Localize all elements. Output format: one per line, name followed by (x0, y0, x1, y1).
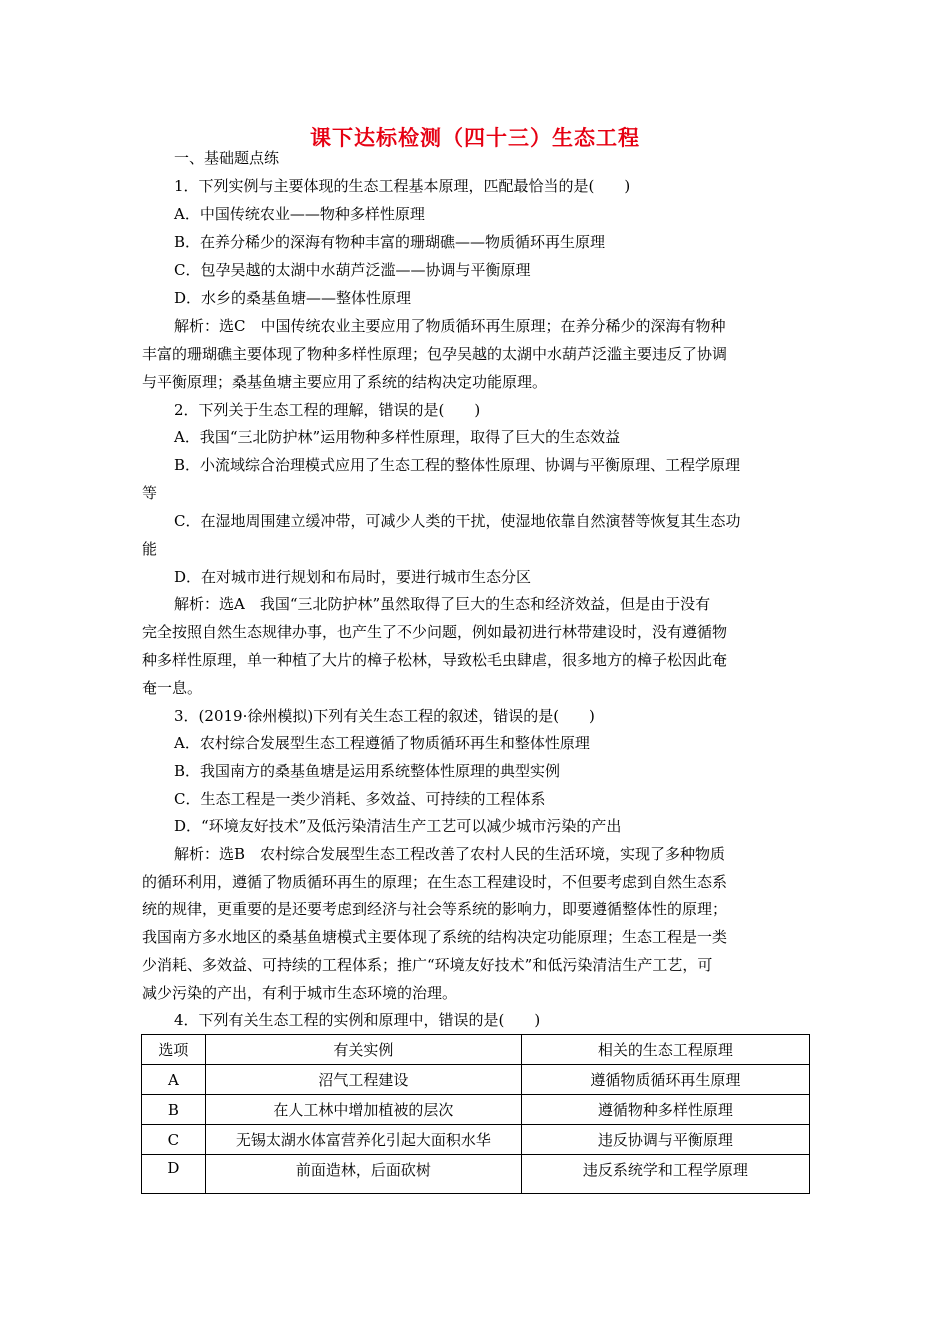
q2-explanation-line: 解析：选A 我国“三北防护林”虽然取得了巨大的生态和经济效益，但是由于没有 (174, 595, 711, 613)
q3-explanation-line: 的循环利用，遵循了物质循环再生的原理；在生态工程建设时，不但要考虑到自然生态系 (142, 873, 728, 891)
table-cell: B (142, 1095, 206, 1125)
q3-explanation-line: 解析：选B 农村综合发展型生态工程改善了农村人民的生活环境，实现了多种物质 (174, 845, 726, 863)
table-header-cell: 选项 (142, 1035, 206, 1065)
table-cell: 沼气工程建设 (205, 1065, 521, 1095)
table-cell: 违反系统学和工程学原理 (521, 1155, 809, 1194)
q2-explanation-line: 奄一息。 (142, 679, 203, 697)
table-row (142, 1065, 810, 1095)
table-cell: 前面造林，后面砍树 (205, 1155, 521, 1194)
q2-option-c: C．在湿地周围建立缓冲带，可减少人类的干扰，使湿地依靠自然演替等恢复其生态功 (174, 512, 741, 530)
q1-option-c: C．包孕吴越的太湖中水葫芦泛滥——协调与平衡原理 (174, 261, 531, 279)
q1-explanation-line: 解析：选C 中国传统农业主要应用了物质循环再生原理；在养分稀少的深海有物种 (174, 317, 726, 335)
q2-option-a: A．我国“三北防护林”运用物种多样性原理，取得了巨大的生态效益 (174, 428, 621, 446)
table-cell: A (142, 1065, 206, 1095)
q1-stem: 1．下列实例与主要体现的生态工程基本原理，匹配最恰当的是( ) (174, 177, 631, 195)
table-cell: 遵循物质循环再生原理 (521, 1065, 809, 1095)
q1-explanation-line: 与平衡原理；桑基鱼塘主要应用了系统的结构决定功能原理。 (142, 373, 548, 391)
table-cell: D (142, 1155, 206, 1194)
q3-explanation-line: 减少污染的产出，有利于城市生态环境的治理。 (142, 984, 458, 1002)
q1-option-d: D．水乡的桑基鱼塘——整体性原理 (174, 289, 412, 307)
q1-option-b: B．在养分稀少的深海有物种丰富的珊瑚礁——物质循环再生原理 (174, 233, 606, 251)
q2-option-c-cont: 能 (142, 540, 158, 558)
q2-stem: 2．下列关于生态工程的理解，错误的是( ) (174, 401, 481, 419)
q3-option-a: A．农村综合发展型生态工程遵循了物质循环再生和整体性原理 (174, 734, 590, 752)
table-row (142, 1155, 810, 1194)
table-row (142, 1095, 810, 1125)
q2-option-b-cont: 等 (142, 484, 158, 502)
table-cell: 无锡太湖水体富营养化引起大面积水华 (205, 1125, 521, 1155)
q1-explanation-line: 丰富的珊瑚礁主要体现了物种多样性原理；包孕吴越的太湖中水葫芦泛滥主要违反了协调 (142, 345, 728, 363)
q3-option-c: C．生态工程是一类少消耗、多效益、可持续的工程体系 (174, 790, 546, 808)
table-cell: 违反协调与平衡原理 (521, 1125, 809, 1155)
table-header-cell: 相关的生态工程原理 (521, 1035, 809, 1065)
table-header-cell: 有关实例 (205, 1035, 521, 1065)
table-cell: 遵循物种多样性原理 (521, 1095, 809, 1125)
table-row (142, 1125, 810, 1155)
table-cell: C (142, 1125, 206, 1155)
q2-explanation-line: 完全按照自然生态规律办事，也产生了不少问题，例如最初进行林带建设时，没有遵循物 (142, 623, 728, 641)
table-header-row (142, 1035, 810, 1065)
q3-explanation-line: 我国南方多水地区的桑基鱼塘模式主要体现了系统的结构决定功能原理；生态工程是一类 (142, 928, 728, 946)
table-cell: 在人工林中增加植被的层次 (205, 1095, 521, 1125)
section-heading: 一、基础题点练 (174, 149, 280, 167)
page-title: 课下达标检测（四十三）生态工程 (310, 126, 640, 150)
q3-explanation-line: 少消耗、多效益、可持续的工程体系；推广“环境友好技术”和低污染清洁生产工艺，可 (142, 956, 713, 974)
q1-option-a: A．中国传统农业——物种多样性原理 (174, 205, 425, 223)
q2-option-b: B．小流域综合治理模式应用了生态工程的整体性原理、协调与平衡原理、工程学原理 (174, 456, 741, 474)
q4-stem: 4．下列有关生态工程的实例和原理中，错误的是( ) (174, 1011, 541, 1029)
q3-stem: 3．(2019·徐州模拟)下列有关生态工程的叙述，错误的是( ) (174, 707, 595, 725)
q3-option-b: B．我国南方的桑基鱼塘是运用系统整体性原理的典型实例 (174, 762, 561, 780)
q2-option-d: D．在对城市进行规划和布局时，要进行城市生态分区 (174, 568, 532, 586)
q4-table (141, 1034, 810, 1194)
q3-option-d: D．“环境友好技术”及低污染清洁生产工艺可以减少城市污染的产出 (174, 817, 622, 835)
q3-explanation-line: 统的规律，更重要的是还要考虑到经济与社会等系统的影响力，即要遵循整体性的原理； (142, 900, 728, 918)
q2-explanation-line: 种多样性原理，单一种植了大片的樟子松林，导致松毛虫肆虐，很多地方的樟子松因此奄 (142, 651, 728, 669)
